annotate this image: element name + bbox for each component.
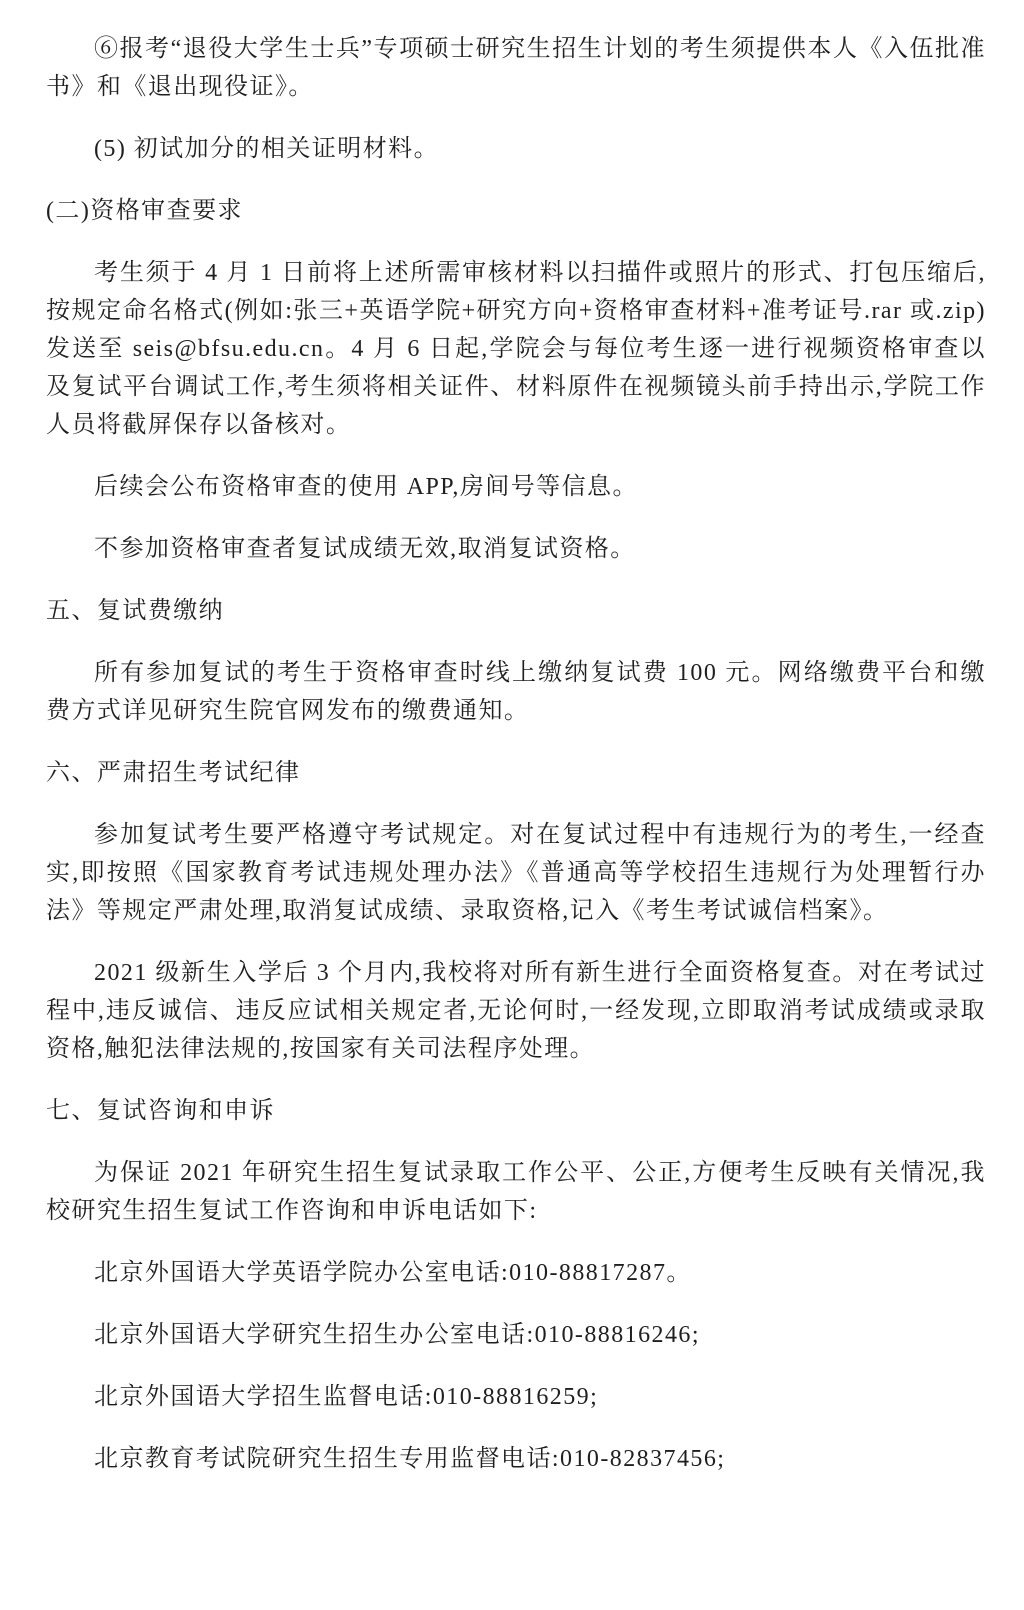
paragraph-discipline-violation-rules: 参加复试考生要严格遵守考试规定。对在复试过程中有违规行为的考生,一经查实,即按照《国家教育考试违规处理办法》《普通高等学校招生违规行为处理暂行办法》等规定严肃处理,取消复试成绩、录取资格,记入《考生考试诚信档案》。 bbox=[46, 822, 986, 924]
paragraph-review-submission-process: 考生须于 4 月 1 日前将上述所需审核材料以扫描件或照片的形式、打包压缩后,按规定命名格式(例如:张三+英语学院+研究方向+资格审查材料+准考证号.rar 或.zip)发送至 seis@bfsu.edu.cn。4 月 6 日起,学院会与每位考生逐一进行视频资格审查以及复试平台调试工作,考生须将相关证件、材料原件在视频镜头前手持出示,学院工作人员将截屏保存以备核对。 bbox=[46, 260, 986, 438]
heading-6-exam-discipline: 六、严肃招生考试纪律 bbox=[46, 760, 301, 786]
paragraph-app-room-info: 后续会公布资格审查的使用 APP,房间号等信息。 bbox=[94, 474, 638, 500]
phone-line-beijing-exam-institute: 北京教育考试院研究生招生专用监督电话:010-82837456; bbox=[94, 1446, 726, 1472]
heading-7-consultation-appeal: 七、复试咨询和申诉 bbox=[46, 1098, 275, 1124]
phone-line-english-school-office: 北京外国语大学英语学院办公室电话:010-88817287。 bbox=[94, 1260, 692, 1286]
paragraph-freshman-requalification: 2021 级新生入学后 3 个月内,我校将对所有新生进行全面资格复查。对在考试过程中,违反诚信、违反应试相关规定者,无论何时,一经发现,立即取消考试成绩或录取资格,触犯法律法规的,按国家有关司法程序处理。 bbox=[46, 960, 986, 1062]
paragraph-consultation-intro: 为保证 2021 年研究生招生复试录取工作公平、公正,方便考生反映有关情况,我校研究生招生复试工作咨询和申诉电话如下: bbox=[46, 1160, 986, 1224]
phone-line-admissions-supervision: 北京外国语大学招生监督电话:010-88816259; bbox=[94, 1384, 599, 1410]
phone-line-graduate-admissions-office: 北京外国语大学研究生招生办公室电话:010-88816246; bbox=[94, 1322, 700, 1348]
paragraph-no-participation-invalid: 不参加资格审查者复试成绩无效,取消复试资格。 bbox=[94, 536, 636, 562]
item-5-bonus-point-materials: (5) 初试加分的相关证明材料。 bbox=[94, 136, 440, 162]
heading-section-2-qualification-review: (二)资格审查要求 bbox=[46, 198, 243, 224]
item-6-veterans-special-plan: ⑥报考“退役大学生士兵”专项硕士研究生招生计划的考生须提供本人《入伍批准书》和《退出现役证》。 bbox=[46, 36, 986, 100]
paragraph-fee-payment-details: 所有参加复试的考生于资格审查时线上缴纳复试费 100 元。网络缴费平台和缴费方式详见研究生院官网发布的缴费通知。 bbox=[46, 660, 986, 724]
heading-5-retest-fee-payment: 五、复试费缴纳 bbox=[46, 598, 225, 624]
